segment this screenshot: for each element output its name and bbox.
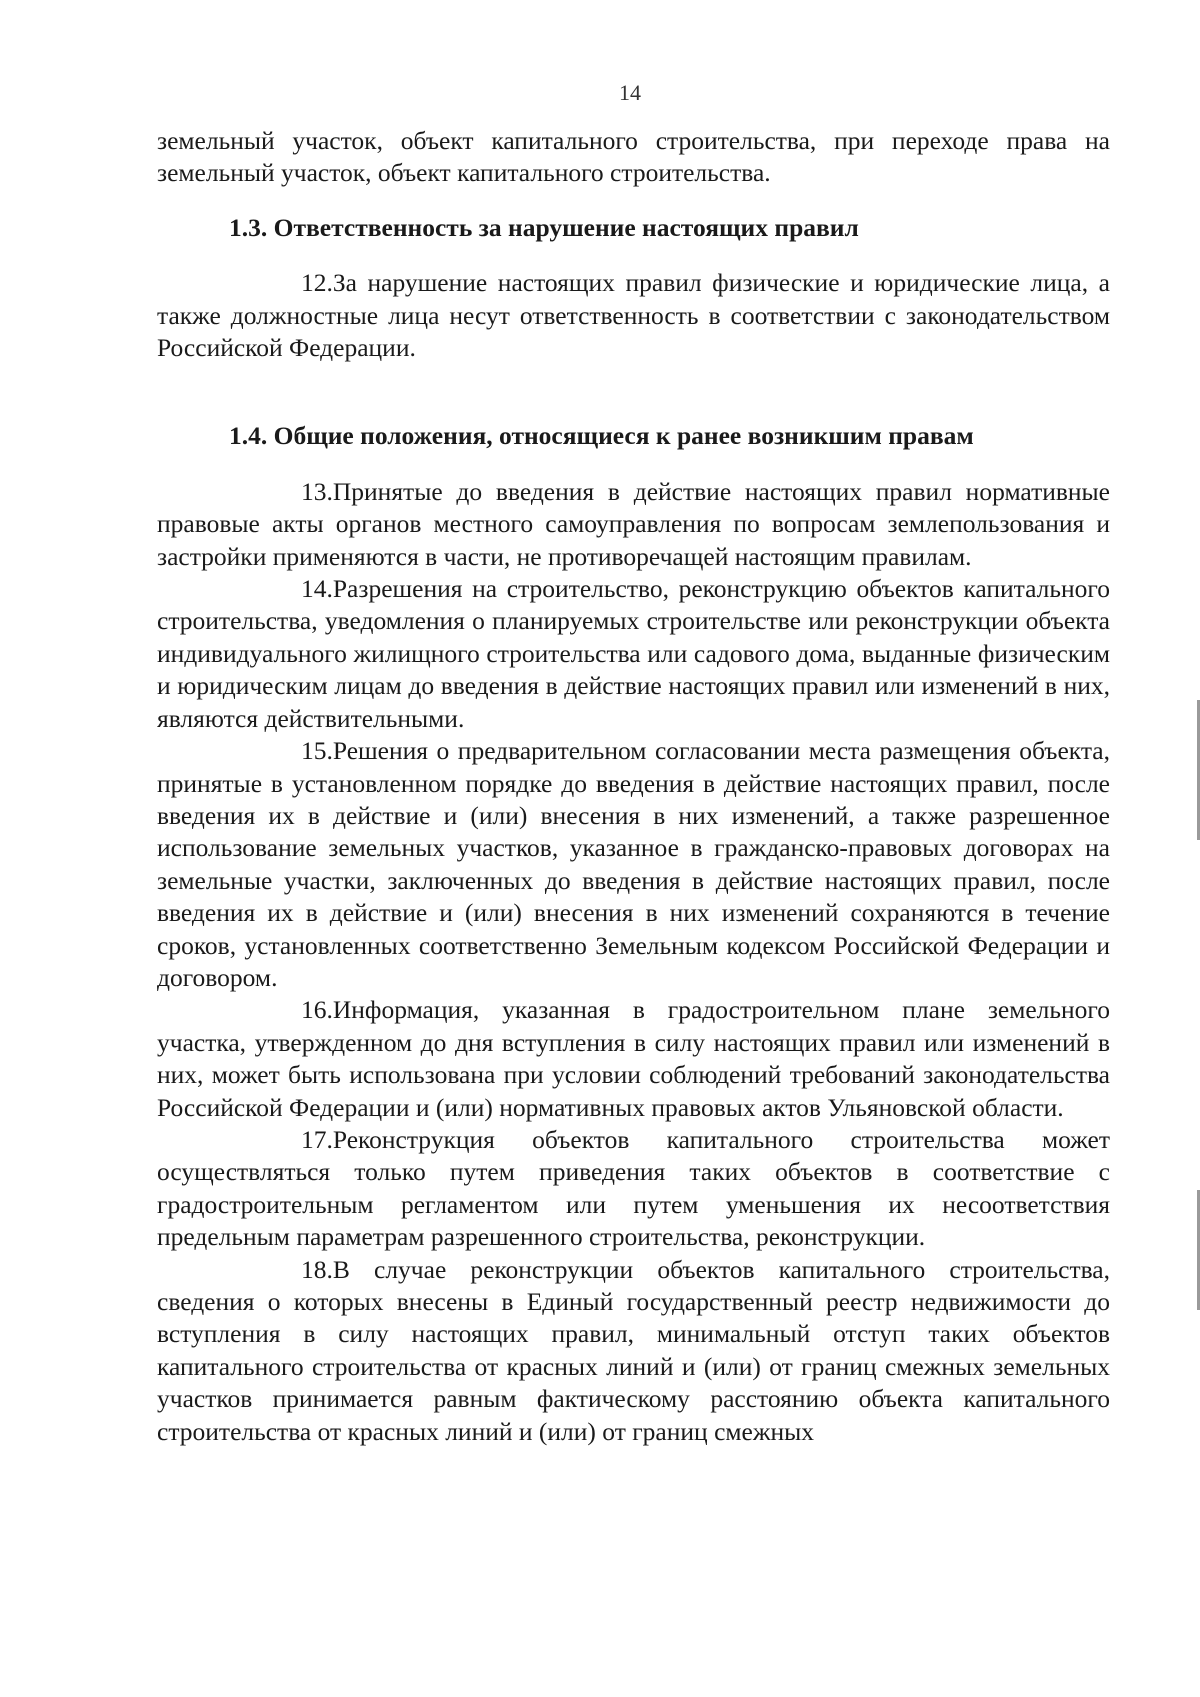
clause-number: 14.: [301, 574, 333, 604]
clause-14: [157, 573, 1110, 735]
clause-number: 17.: [301, 1124, 333, 1154]
clause-number: 18.: [301, 1254, 333, 1284]
clause-18: [157, 1254, 1110, 1448]
continuation-paragraph: земельный участок, объект капитального строительства, при переходе права на земельный участок, объект капитального строительства.: [157, 126, 1110, 188]
clause-text: Разрешения на строительство, реконструкцию объектов капитального строительства, уведомления о планируемых строительстве или реконструкции объекта индивидуального жилищного строительства или садового дома, выданные физическим и юридическим лицам до введения в действие настоящих правил или изменений в них, являются действительными.: [157, 574, 1110, 733]
clause-15: [157, 735, 1110, 994]
section-heading-1-4: 1.4. Общие положения, относящиеся к ранее возникшим правам: [229, 421, 974, 451]
clause-number: 12.: [301, 268, 333, 298]
clause-16: [157, 994, 1110, 1124]
document-body: [157, 125, 1110, 1448]
page-number: 14: [619, 80, 641, 105]
clause-13: [157, 476, 1110, 573]
clause-17: [157, 1124, 1110, 1254]
clause-text: В случае реконструкции объектов капитального строительства, сведения о которых внесены в Единый государственный реестр недвижимости до вступления в силу настоящих правил, минимальный отступ таких объектов капитального строительства от красных линий и (или) от границ смежных земельных участков принимается равным фактическому расстоянию объекта капитального строительства от красных линий и (или) от границ смежных: [157, 1254, 1110, 1446]
clause-text: Информация, указанная в градостроительном плане земельного участка, утвержденном до дня вступления в силу настоящих правил или изменений в них, может быть использована при условии соблюдений требований законодательства Российской Федерации и (или) нормативных правовых актов Ульяновской области.: [157, 995, 1110, 1122]
clause-number: 13.: [301, 476, 333, 506]
clause-12: [157, 267, 1110, 364]
clause-number: 16.: [301, 995, 333, 1025]
clause-text: За нарушение настоящих правил физические и юридические лица, а также должностные лица несут ответственность в соответствии с законодательством Российской Федерации.: [157, 268, 1110, 363]
clause-text: Решения о предварительном согласовании места размещения объекта, принятые в установленном порядке до введения в действие настоящих правил, после введения их в действие и (или) внесения в них изменений, а также разрешенное использование земельных участков, указанное в гражданско-правовых договорах на земельные участки, заключенных до введения в действие настоящих правил, после введения их в действие и (или) внесения в них изменений сохраняются в течение сроков, установленных соответственно Земельным кодексом Российской Федерации и договором.: [157, 736, 1110, 992]
section-heading-1-3: 1.3. Ответственность за нарушение настоящих правил: [229, 212, 859, 242]
clause-text: Принятые до введения в действие настоящих правил нормативные правовые акты органов местного самоуправления по вопросам землепользования и застройки применяются в части, не противоречащей настоящим правилам.: [157, 476, 1110, 571]
clause-text: Реконструкция объектов капитального строительства может осуществляться только путем приведения таких объектов в соответствие с градостроительным регламентом или путем уменьшения их несоответствия предельным параметрам разрешенного строительства, реконструкции.: [157, 1124, 1110, 1252]
clause-number: 15.: [301, 736, 333, 766]
